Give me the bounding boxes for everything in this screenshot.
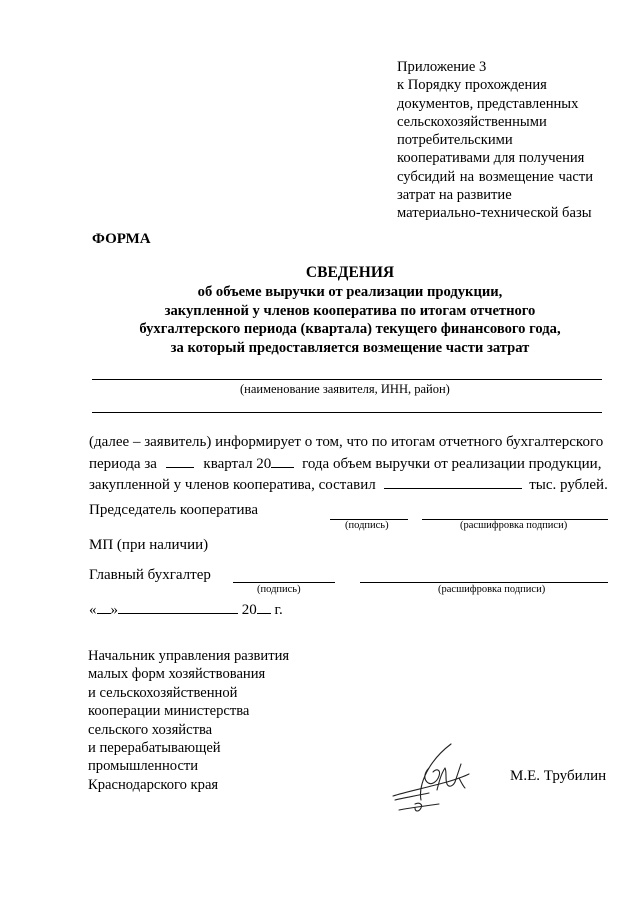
date-year-field[interactable]	[257, 599, 271, 614]
title-line: бухгалтерского периода (квартала) текущего финансового года,	[139, 321, 561, 338]
paragraph-line-1: (далее – заявитель) информирует о том, что по итогам отчетного бухгалтерского	[89, 434, 604, 450]
official-line: кооперации министерства	[88, 703, 250, 720]
handwritten-signature	[385, 738, 495, 818]
quarter-field[interactable]	[166, 453, 194, 468]
form-label: ФОРМА	[92, 231, 151, 247]
official-line: и сельскохозяйственной	[88, 684, 238, 701]
accountant-sign-caption: (подпись)	[257, 584, 301, 595]
chairman-label: Председатель кооператива	[89, 502, 259, 518]
appendix-line: потребительскими	[397, 132, 513, 149]
official-line: малых форм хозяйствования	[88, 666, 266, 683]
title-line: за который предоставляется возмещение части затрат	[170, 340, 530, 357]
day-field[interactable]	[97, 599, 111, 614]
official-position	[88, 647, 289, 794]
appendix-line: Приложение 3	[397, 59, 487, 75]
official-line: Краснодарского края	[88, 776, 219, 793]
document-title	[60, 263, 640, 358]
year-field[interactable]	[271, 453, 294, 468]
official-line: и перерабатывающей	[88, 740, 221, 757]
title-line: об объеме выручки от реализации продукции,	[197, 284, 503, 300]
official-name: М.Е. Трубилин	[510, 768, 607, 784]
chairman-decode-caption: (расшифровка подписи)	[460, 520, 568, 531]
appendix-line: материально-технической базы	[397, 205, 592, 222]
accountant-signature-line[interactable]	[233, 582, 335, 583]
accountant-decode-caption: (расшифровка подписи)	[438, 584, 546, 595]
appendix-line: документов, представленных	[397, 95, 579, 112]
applicant-caption: (наименование заявителя, ИНН, район)	[240, 382, 450, 396]
paragraph-line-2: периода за квартал 20 года объем выручки от реализации продукции,	[89, 453, 613, 475]
official-line: сельского хозяйства	[88, 721, 213, 738]
paragraph-line-3: закупленной у членов кооператива, составил тыс. рублей.	[89, 474, 613, 496]
revenue-field[interactable]	[384, 474, 522, 489]
month-field[interactable]	[118, 599, 238, 614]
applicant-name-line[interactable]	[92, 379, 602, 380]
stamp-label: МП (при наличии)	[89, 537, 209, 553]
chairman-sign-caption: (подпись)	[345, 520, 389, 531]
appendix-line: к Порядку прохождения	[397, 77, 547, 94]
accountant-label: Главный бухгалтер	[89, 567, 211, 583]
title-line: закупленной у членов кооператива по итогам отчетного	[164, 302, 536, 319]
title-heading: СВЕДЕНИЯ	[305, 264, 395, 281]
accountant-decode-line[interactable]	[360, 582, 608, 583]
date-line: « » 20 г.	[89, 599, 283, 619]
applicant-extra-line[interactable]	[92, 412, 602, 413]
appendix-line: сельскохозяйственными	[397, 113, 547, 130]
appendix-line: кооперативами для получения	[397, 150, 585, 167]
appendix-line: затрат на развитие	[397, 187, 512, 204]
official-line: промышленности	[88, 758, 199, 775]
appendix-line: субсидий на возмещение части	[397, 168, 594, 185]
statement-paragraph	[89, 432, 613, 496]
appendix-note	[397, 58, 612, 223]
official-line: Начальник управления развития	[88, 648, 290, 664]
